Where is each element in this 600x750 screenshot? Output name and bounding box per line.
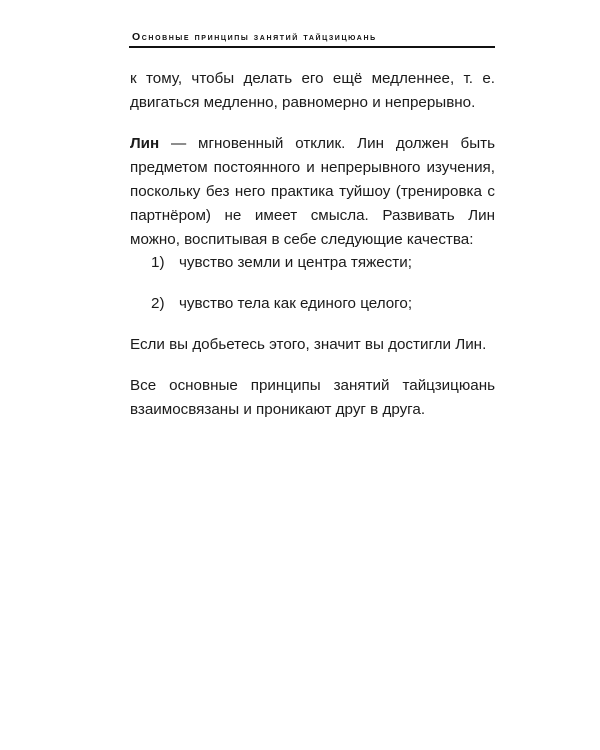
list-marker: 2) xyxy=(151,295,165,312)
paragraph-summary: Все основные принципы занятий тайцзицюань взаимосвязаны и проникают друг в друга. xyxy=(130,377,495,418)
header-rule xyxy=(129,46,495,48)
paragraph-continuation: к тому, чтобы делать его ещё медленнее, т. е. двигаться медленно, равномерно и непрерывно. xyxy=(130,70,495,111)
list-marker: 1) xyxy=(151,254,165,271)
list-item xyxy=(151,292,491,316)
paragraph-lin-text: — мгновенный отклик. Лин должен быть предметом постоянного и непрерывного изучения, поскольку без него практика туйшоу (тренировка с партнёром) не имеет смысла. Развивать Лин можно, воспитывая в себе следующие качества: xyxy=(130,135,495,248)
paragraph-lin xyxy=(130,132,495,252)
list-item-text: чувство тела как единого целого; xyxy=(179,295,413,312)
list-item xyxy=(151,251,491,275)
paragraph-conclusion: Если вы добьетесь этого, значит вы достигли Лин. xyxy=(130,336,487,353)
term-lin: Лин xyxy=(130,135,160,152)
list-item-text: чувство земли и центра тяжести; xyxy=(179,254,412,271)
running-header: Основные принципы занятий тайцзицюань xyxy=(132,31,377,43)
